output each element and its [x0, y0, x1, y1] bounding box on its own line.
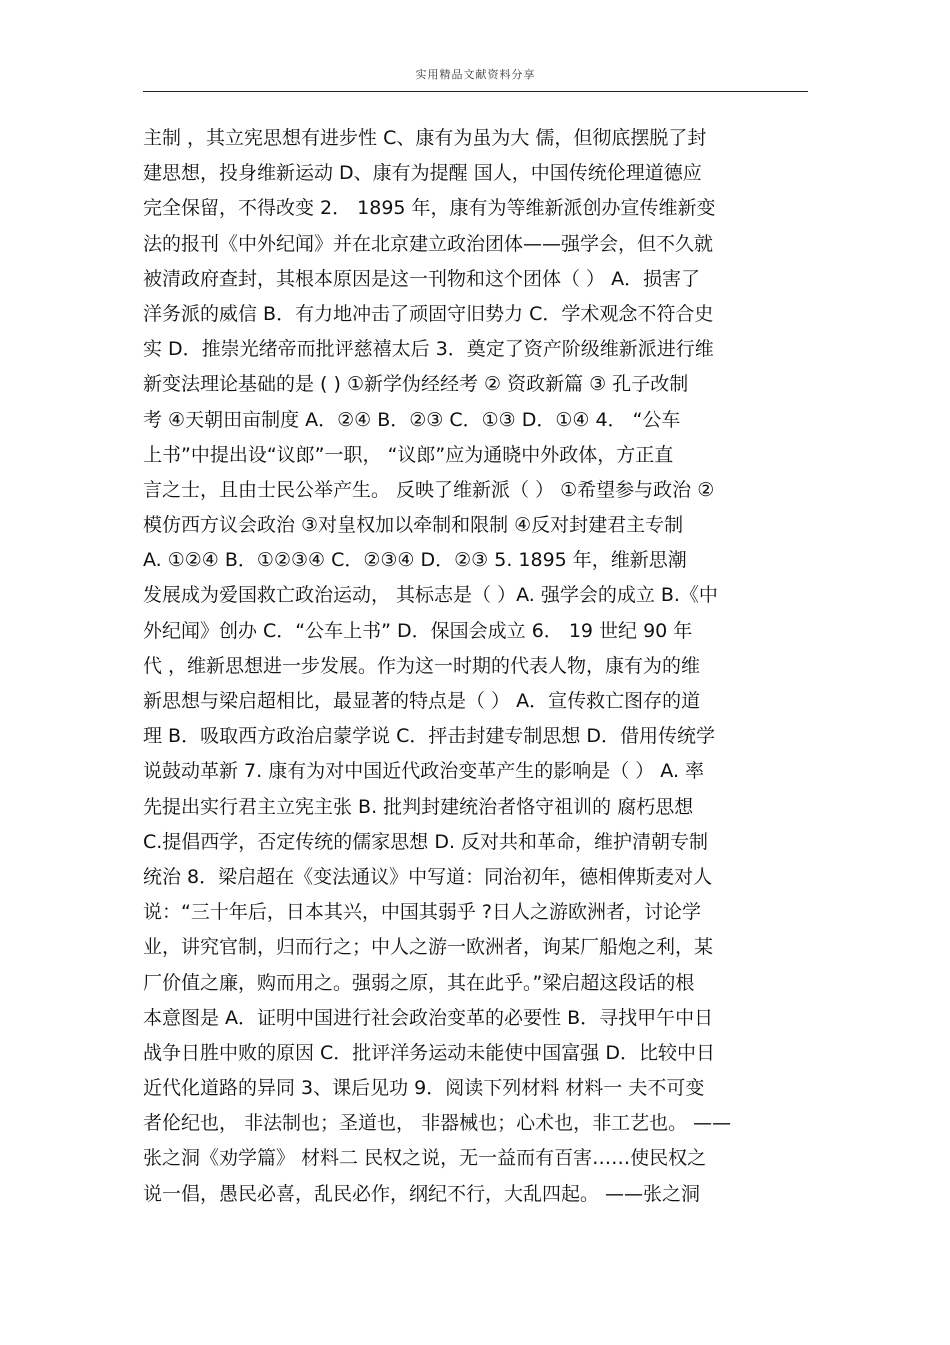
document-body: [143, 121, 813, 1212]
text-line: 战争日胜中败的原因 C．批评洋务运动未能使中国富强 D．比较中日: [143, 1041, 715, 1064]
text-line: 说鼓动革新 7. 康有为对中国近代政治变革产生的影响是（ ） A. 率: [143, 760, 705, 783]
text-line: C.提倡西学，否定传统的儒家思想 D. 反对共和革命，维护清朝专制: [143, 830, 709, 853]
text-line: 者伦纪也， 非法制也；圣道也， 非器械也；心术也，非工艺也。 ——: [143, 1112, 732, 1135]
text-line: 说：“三十年后，日本其兴，中国其弱乎 ?日人之游欧洲者，讨论学: [143, 901, 701, 924]
text-line: 建思想，投身维新运动 D、康有为提醒 国人，中国传统伦理道德应: [143, 162, 702, 185]
text-line: 洋务派的威信 B．有力地冲击了顽固守旧势力 C．学术观念不符合史: [143, 302, 714, 325]
text-line: 上书”中提出设“议郎”一职， “议郎”应为通晓中外政体，方正直: [143, 443, 674, 466]
text-line: 理 B．吸取西方政治启蒙学说 C．抨击封建专制思想 D．借用传统学: [143, 725, 716, 748]
text-line: 法的报刊《中外纪闻》并在北京建立政治团体——强学会，但不久就: [143, 232, 714, 255]
text-line: 被清政府查封，其根本原因是这一刊物和这个团体（ ） A．损害了: [143, 267, 701, 290]
text-line: 言之士，且由士民公举产生。 反映了维新派（ ） ①希望参与政治 ②: [143, 478, 715, 501]
text-line: 业，讲究官制，归而行之；中人之游一欧洲者，询某厂船炮之利，某: [143, 936, 714, 959]
text-line: 近代化道路的异同 3、课后见功 9．阅读下列材料 材料一 夫不可变: [143, 1077, 705, 1100]
text-line: 主制 ，其立宪思想有进步性 C、康有为虽为大 儒，但彻底摆脱了封: [143, 127, 707, 149]
page-header: 实用精品文献资料分享: [415, 68, 536, 81]
text-line: 实 D．推崇光绪帝而批评慈禧太后 3．奠定了资产阶级维新派进行维: [143, 338, 714, 361]
text-line: 新思想与梁启超相比，最显著的特点是（ ） A．宣传救亡图存的道: [143, 690, 701, 712]
text-line: 新变法理论基础的是 ( ) ①新学伪经经考 ② 资政新篇 ③ 孔子改制: [143, 373, 689, 396]
text-line: 说一倡，愚民必喜，乱民必作，纲纪不行，大乱四起。 ——张之洞: [143, 1182, 701, 1205]
text-line: 完全保留，不得改变 2． 1895 年，康有为等维新派创办宣传维新变: [143, 197, 716, 220]
text-line: 发展成为爱国救亡政治运动， 其标志是（ ）A. 强学会的成立 B.《中: [143, 584, 718, 607]
text-line: 模仿西方议会政治 ③对皇权加以牵制和限制 ④反对封建君主专制: [143, 514, 684, 537]
header-divider: [143, 91, 808, 92]
text-line: 厂价值之廉，购而用之。强弱之原，其在此乎。”梁启超这段话的根: [143, 971, 695, 994]
text-line: 张之洞《劝学篇》 材料二 民权之说，无一益而有百害……使民权之: [143, 1147, 707, 1170]
text-line: A. ①②④ B．①②③④ C．②③④ D．②③ 5. 1895 年，维新思潮: [143, 549, 687, 572]
text-line: 本意图是 A．证明中国进行社会政治变革的必要性 B．寻找甲午中日: [143, 1006, 714, 1029]
text-line: 统治 8．梁启超在《变法通议》中写道：同治初年，德相俾斯麦对人: [143, 865, 713, 888]
text-line: 代 ，维新思想进一步发展。作为这一时期的代表人物，康有为的维: [143, 654, 701, 677]
text-line: 考 ④天朝田亩制度 A．②④ B．②③ C．①③ D．①④ 4． “公车: [143, 408, 681, 431]
text-line: 先提出实行君主立宪主张 B. 批判封建统治者恪守祖训的 腐朽思想: [143, 795, 694, 818]
text-line: 外纪闻》创办 C．“公车上书” D．保国会成立 6． 19 世纪 90 年: [143, 619, 693, 642]
